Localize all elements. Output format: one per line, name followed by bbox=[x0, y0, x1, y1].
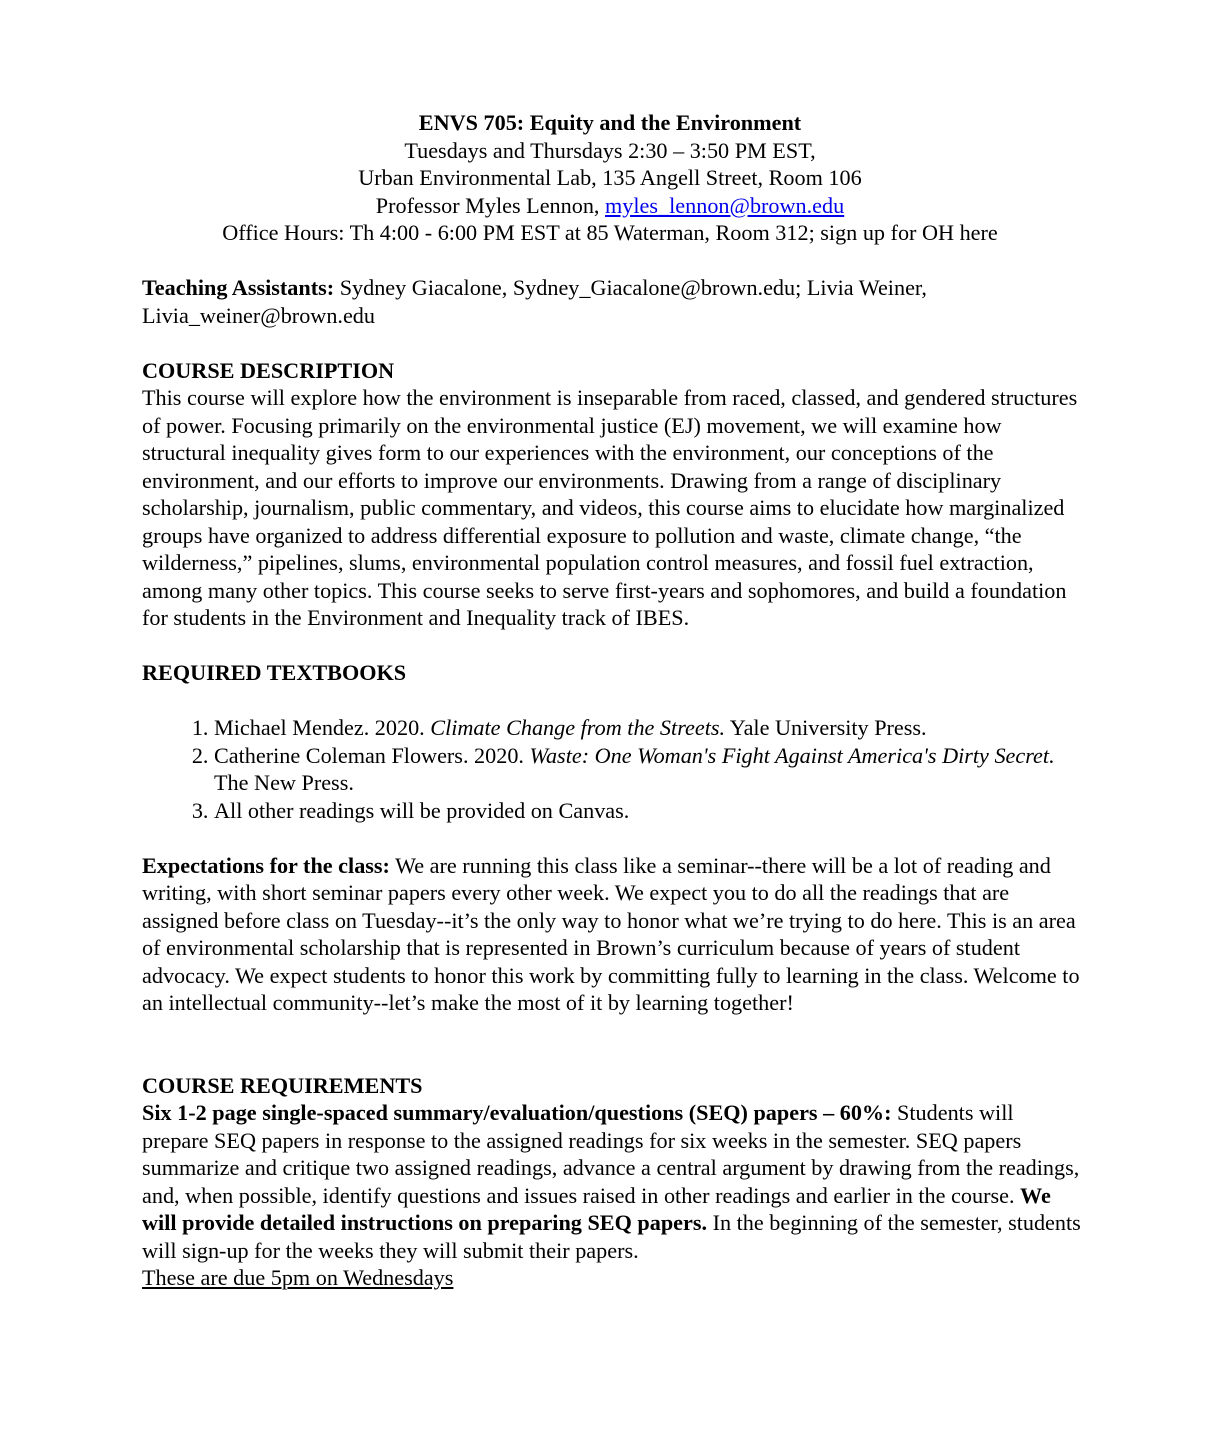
expectations bbox=[142, 852, 1082, 1017]
spacer bbox=[142, 1044, 1082, 1072]
course-title: ENVS 705: Equity and the Environment bbox=[418, 110, 802, 135]
course-schedule: Tuesdays and Thursdays 2:30 – 3:50 PM EST, bbox=[404, 137, 816, 163]
spacer bbox=[142, 687, 1082, 715]
course-header bbox=[142, 109, 1078, 247]
teaching-assistants-text: Sydney Giacalone, Sydney_Giacalone@brown.edu; Livia Weiner, Livia_weiner@brown.edu bbox=[142, 275, 927, 328]
textbook-list bbox=[142, 714, 1082, 824]
spacer bbox=[142, 329, 1082, 357]
course-requirements-heading: COURSE REQUIREMENTS bbox=[142, 1072, 423, 1098]
textbook-author: Catherine Coleman Flowers. 2020. bbox=[214, 742, 530, 768]
textbook-title: Climate Change from the Streets. bbox=[430, 715, 726, 740]
textbook-item bbox=[214, 714, 1082, 742]
course-description-heading: COURSE DESCRIPTION bbox=[142, 357, 395, 383]
course-description-body: This course will explore how the environment is inseparable from raced, classed, and gendered structures of power. Focusing primarily on the environmental justice (EJ) movement, we will examine how structural inequality gives form to our experiences with the environment, our conceptions of the environment, and our efforts to improve our environments. Drawing from a range of disciplinary scholarship, journalism, public commentary, and videos, this course aims to elucidate how marginalized groups have organized to address differential exposure to pollution and waste, climate change, “the wilderness,” pipelines, slums, environmental population control measures, and fossil fuel extraction, among many other topics. This course seeks to serve first-years and sophomores, and build a foundation for students in the Environment and Inequality track of IBES. bbox=[142, 385, 1078, 630]
teaching-assistants bbox=[142, 274, 1082, 329]
spacer bbox=[142, 632, 1082, 660]
seq-label: Six 1-2 page single-spaced summary/evaluation/questions (SEQ) papers – 60%: bbox=[142, 1100, 892, 1125]
course-location: Urban Environmental Lab, 135 Angell Street, Room 106 bbox=[358, 165, 862, 190]
seq-text-1: Students will prepare SEQ papers in response to the assigned readings for six weeks in the semester. SEQ papers summarize and critique two assigned readings, advance a central argument by drawing from the readings, and, when possible, identify questions and issues raised in other readings and earlier in the course. bbox=[142, 1100, 1080, 1208]
syllabus-page bbox=[142, 109, 1082, 1292]
seq-text-2: In the beginning of the semester, students will sign-up for the weeks they will submit their papers. bbox=[142, 1210, 1081, 1263]
textbook-item bbox=[214, 797, 1082, 825]
textbook-note: All other readings will be provided on Canvas. bbox=[214, 797, 630, 823]
textbooks-heading: REQUIRED TEXTBOOKS bbox=[142, 660, 407, 685]
teaching-assistants-label: Teaching Assistants: bbox=[142, 275, 335, 300]
seq-instructions-note: We will provide detailed instructions on preparing SEQ papers. bbox=[142, 1182, 1051, 1235]
expectations-label: Expectations for the class: bbox=[142, 852, 390, 878]
professor-email-link[interactable]: myles_lennon@brown.edu bbox=[605, 192, 845, 218]
textbook-title: Waste: One Woman's Fight Against America's Dirty Secret. bbox=[529, 742, 1055, 768]
textbook-author: Michael Mendez. 2020. bbox=[214, 715, 431, 740]
textbook-publisher: The New Press. bbox=[214, 770, 354, 795]
expectations-text: We are running this class like a seminar--there will be a lot of reading and writing, with short seminar papers every other week. We expect you to do all the readings that are assigned before class on Tuesday--it’s the only way to honor what we’re trying to do here. This is an area of environmental scholarship that is represented in Brown’s curriculum because of years of student advocacy. We expect students to honor this work by committing fully to learning in the class. Welcome to an intellectual community--let’s make the most of it by learning together! bbox=[142, 852, 1080, 1015]
professor-line bbox=[142, 192, 1078, 220]
seq-papers bbox=[142, 1099, 1082, 1264]
textbook-item bbox=[214, 742, 1082, 797]
spacer bbox=[142, 1017, 1082, 1045]
office-hours: Office Hours: Th 4:00 - 6:00 PM EST at 85 Waterman, Room 312; sign up for OH here bbox=[222, 220, 998, 245]
textbook-publisher: Yale University Press. bbox=[725, 715, 927, 740]
spacer bbox=[142, 247, 1082, 275]
due-note: These are due 5pm on Wednesdays bbox=[142, 1265, 454, 1290]
professor-name: Professor Myles Lennon, bbox=[375, 192, 606, 218]
spacer bbox=[142, 824, 1082, 852]
